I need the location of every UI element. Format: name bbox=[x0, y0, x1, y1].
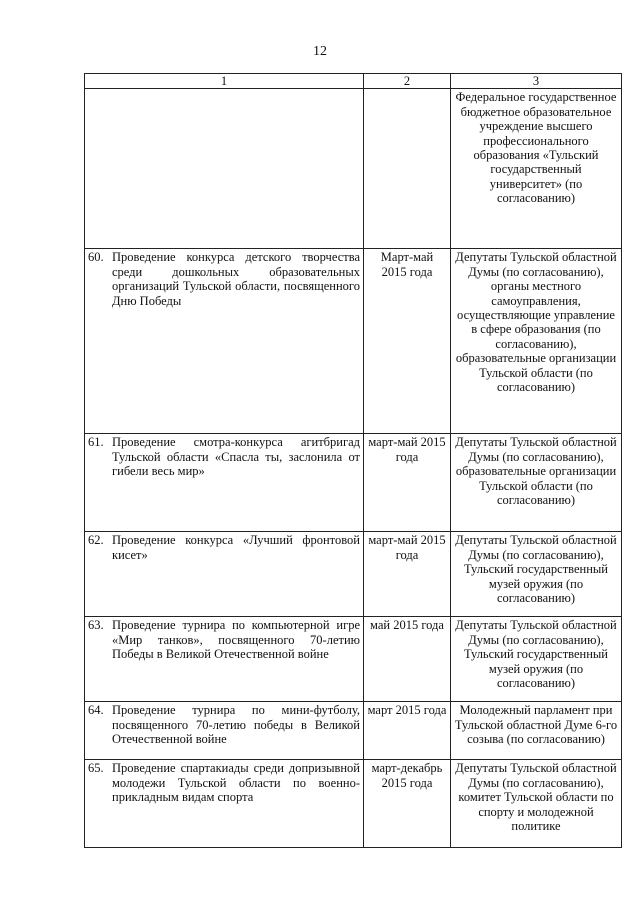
event-description: Проведение турнира по компьютерной игре «Мир танков», посвященного 70-летию Победы в Великой Отечественной войне bbox=[112, 618, 360, 662]
event-period: март 2015 года bbox=[364, 702, 451, 760]
table-row bbox=[85, 702, 622, 760]
table-row bbox=[85, 434, 622, 532]
event-responsible: Депутаты Тульской областной Думы (по согласованию), Тульский государственный музей оружия (по согласованию) bbox=[451, 532, 622, 617]
event-description: Проведение турнира по мини-футболу, посвященного 70-летию победы в Великой Отечественной войне bbox=[112, 703, 360, 747]
row-number: 65. bbox=[88, 761, 104, 776]
event-responsible: Депутаты Тульской областной Думы (по согласованию), Тульский государственный музей оружия (по согласованию) bbox=[451, 617, 622, 702]
event-period: март-май 2015 года bbox=[364, 532, 451, 617]
column-header: 1 bbox=[85, 74, 364, 89]
event-responsible: Молодежный парламент при Тульской областной Думе 6-го созыва (по согласованию) bbox=[451, 702, 622, 760]
column-header: 2 bbox=[364, 74, 451, 89]
event-description: Проведение смотра-конкурса агитбригад Тульской области «Спасла ты, заслонила от гибели весь мир» bbox=[112, 435, 360, 479]
row-number: 64. bbox=[88, 703, 104, 718]
event-responsible: Депутаты Тульской областной Думы (по согласованию), органы местного самоуправления, осуществляющие управление в сфере образования (по согласованию), образовательные организации Тульской области (по согласованию) bbox=[451, 249, 622, 434]
table-row bbox=[85, 760, 622, 848]
events-table bbox=[84, 73, 622, 848]
page-number: 12 bbox=[313, 44, 327, 59]
event-responsible: Депутаты Тульской областной Думы (по согласованию), образовательные организации Тульской области (по согласованию) bbox=[451, 434, 622, 532]
event-responsible: Федеральное государственное бюджетное образовательное учреждение высшего профессионального образования «Тульский государственный университет» (по согласованию) bbox=[451, 89, 622, 249]
table-row bbox=[85, 532, 622, 617]
row-number: 60. bbox=[88, 250, 104, 265]
event-description: Проведение конкурса детского творчества среди дошкольных образовательных организаций Тульской области, посвященного Дню Победы bbox=[112, 250, 360, 308]
row-number: 62. bbox=[88, 533, 104, 548]
event-responsible: Депутаты Тульской областной Думы (по согласованию), комитет Тульской области по спорту и молодежной политике bbox=[451, 760, 622, 848]
event-period: март-май 2015 года bbox=[364, 434, 451, 532]
event-description: Проведение спартакиады среди допризывной молодежи Тульской области по военно-прикладным видам спорта bbox=[112, 761, 360, 805]
table-row bbox=[85, 89, 622, 249]
event-description: Проведение конкурса «Лучший фронтовой кисет» bbox=[112, 533, 360, 562]
event-period: май 2015 года bbox=[364, 617, 451, 702]
table-row bbox=[85, 249, 622, 434]
row-number: 63. bbox=[88, 618, 104, 633]
table-row bbox=[85, 617, 622, 702]
column-header-row bbox=[85, 74, 622, 89]
event-period bbox=[364, 89, 451, 249]
event-period: Март-май 2015 года bbox=[364, 249, 451, 434]
event-period: март-декабрь 2015 года bbox=[364, 760, 451, 848]
column-header: 3 bbox=[451, 74, 622, 89]
row-number: 61. bbox=[88, 435, 104, 450]
